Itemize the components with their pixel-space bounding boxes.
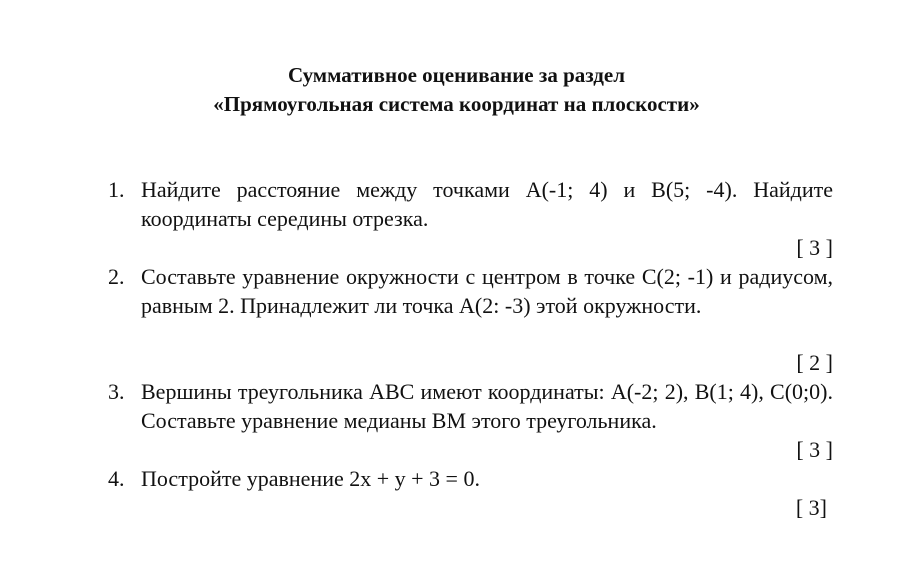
task-item-4: [108, 464, 833, 493]
task-text: Постройте уравнение 2x + y + 3 = 0.: [141, 466, 480, 491]
title-line-1: Суммативное оценивание за раздел: [287, 63, 626, 87]
task-score-3: [ 3 ]: [796, 437, 833, 462]
task-number: 4.: [108, 466, 125, 491]
task-score-1: [ 3 ]: [796, 235, 833, 260]
task-score-2: [ 2 ]: [796, 350, 833, 375]
title-line-2: «Прямоугольная система координат на плоскости»: [213, 92, 700, 116]
task-item-3: [108, 377, 833, 435]
task-text: Вершины треугольника ABC имеют координаты: A(-2; 2), B(1; 4), C(0;0). Составьте уравнение медианы BM этого треугольника.: [141, 379, 833, 433]
task-number: 3.: [108, 379, 125, 404]
task-score-4: [ 3]: [795, 495, 827, 520]
task-text: Составьте уравнение окружности с центром в точке C(2; -1) и радиусом, равным 2. Принадлежит ли точка A(2: -3) этой окружности.: [141, 264, 833, 318]
task-item-2: [108, 262, 833, 320]
task-item-1: [108, 175, 833, 233]
task-text: Найдите расстояние между точками A(-1; 4) и B(5; -4). Найдите координаты середины отрезка.: [141, 177, 833, 231]
task-number: 1.: [108, 177, 125, 202]
task-number: 2.: [108, 264, 125, 289]
